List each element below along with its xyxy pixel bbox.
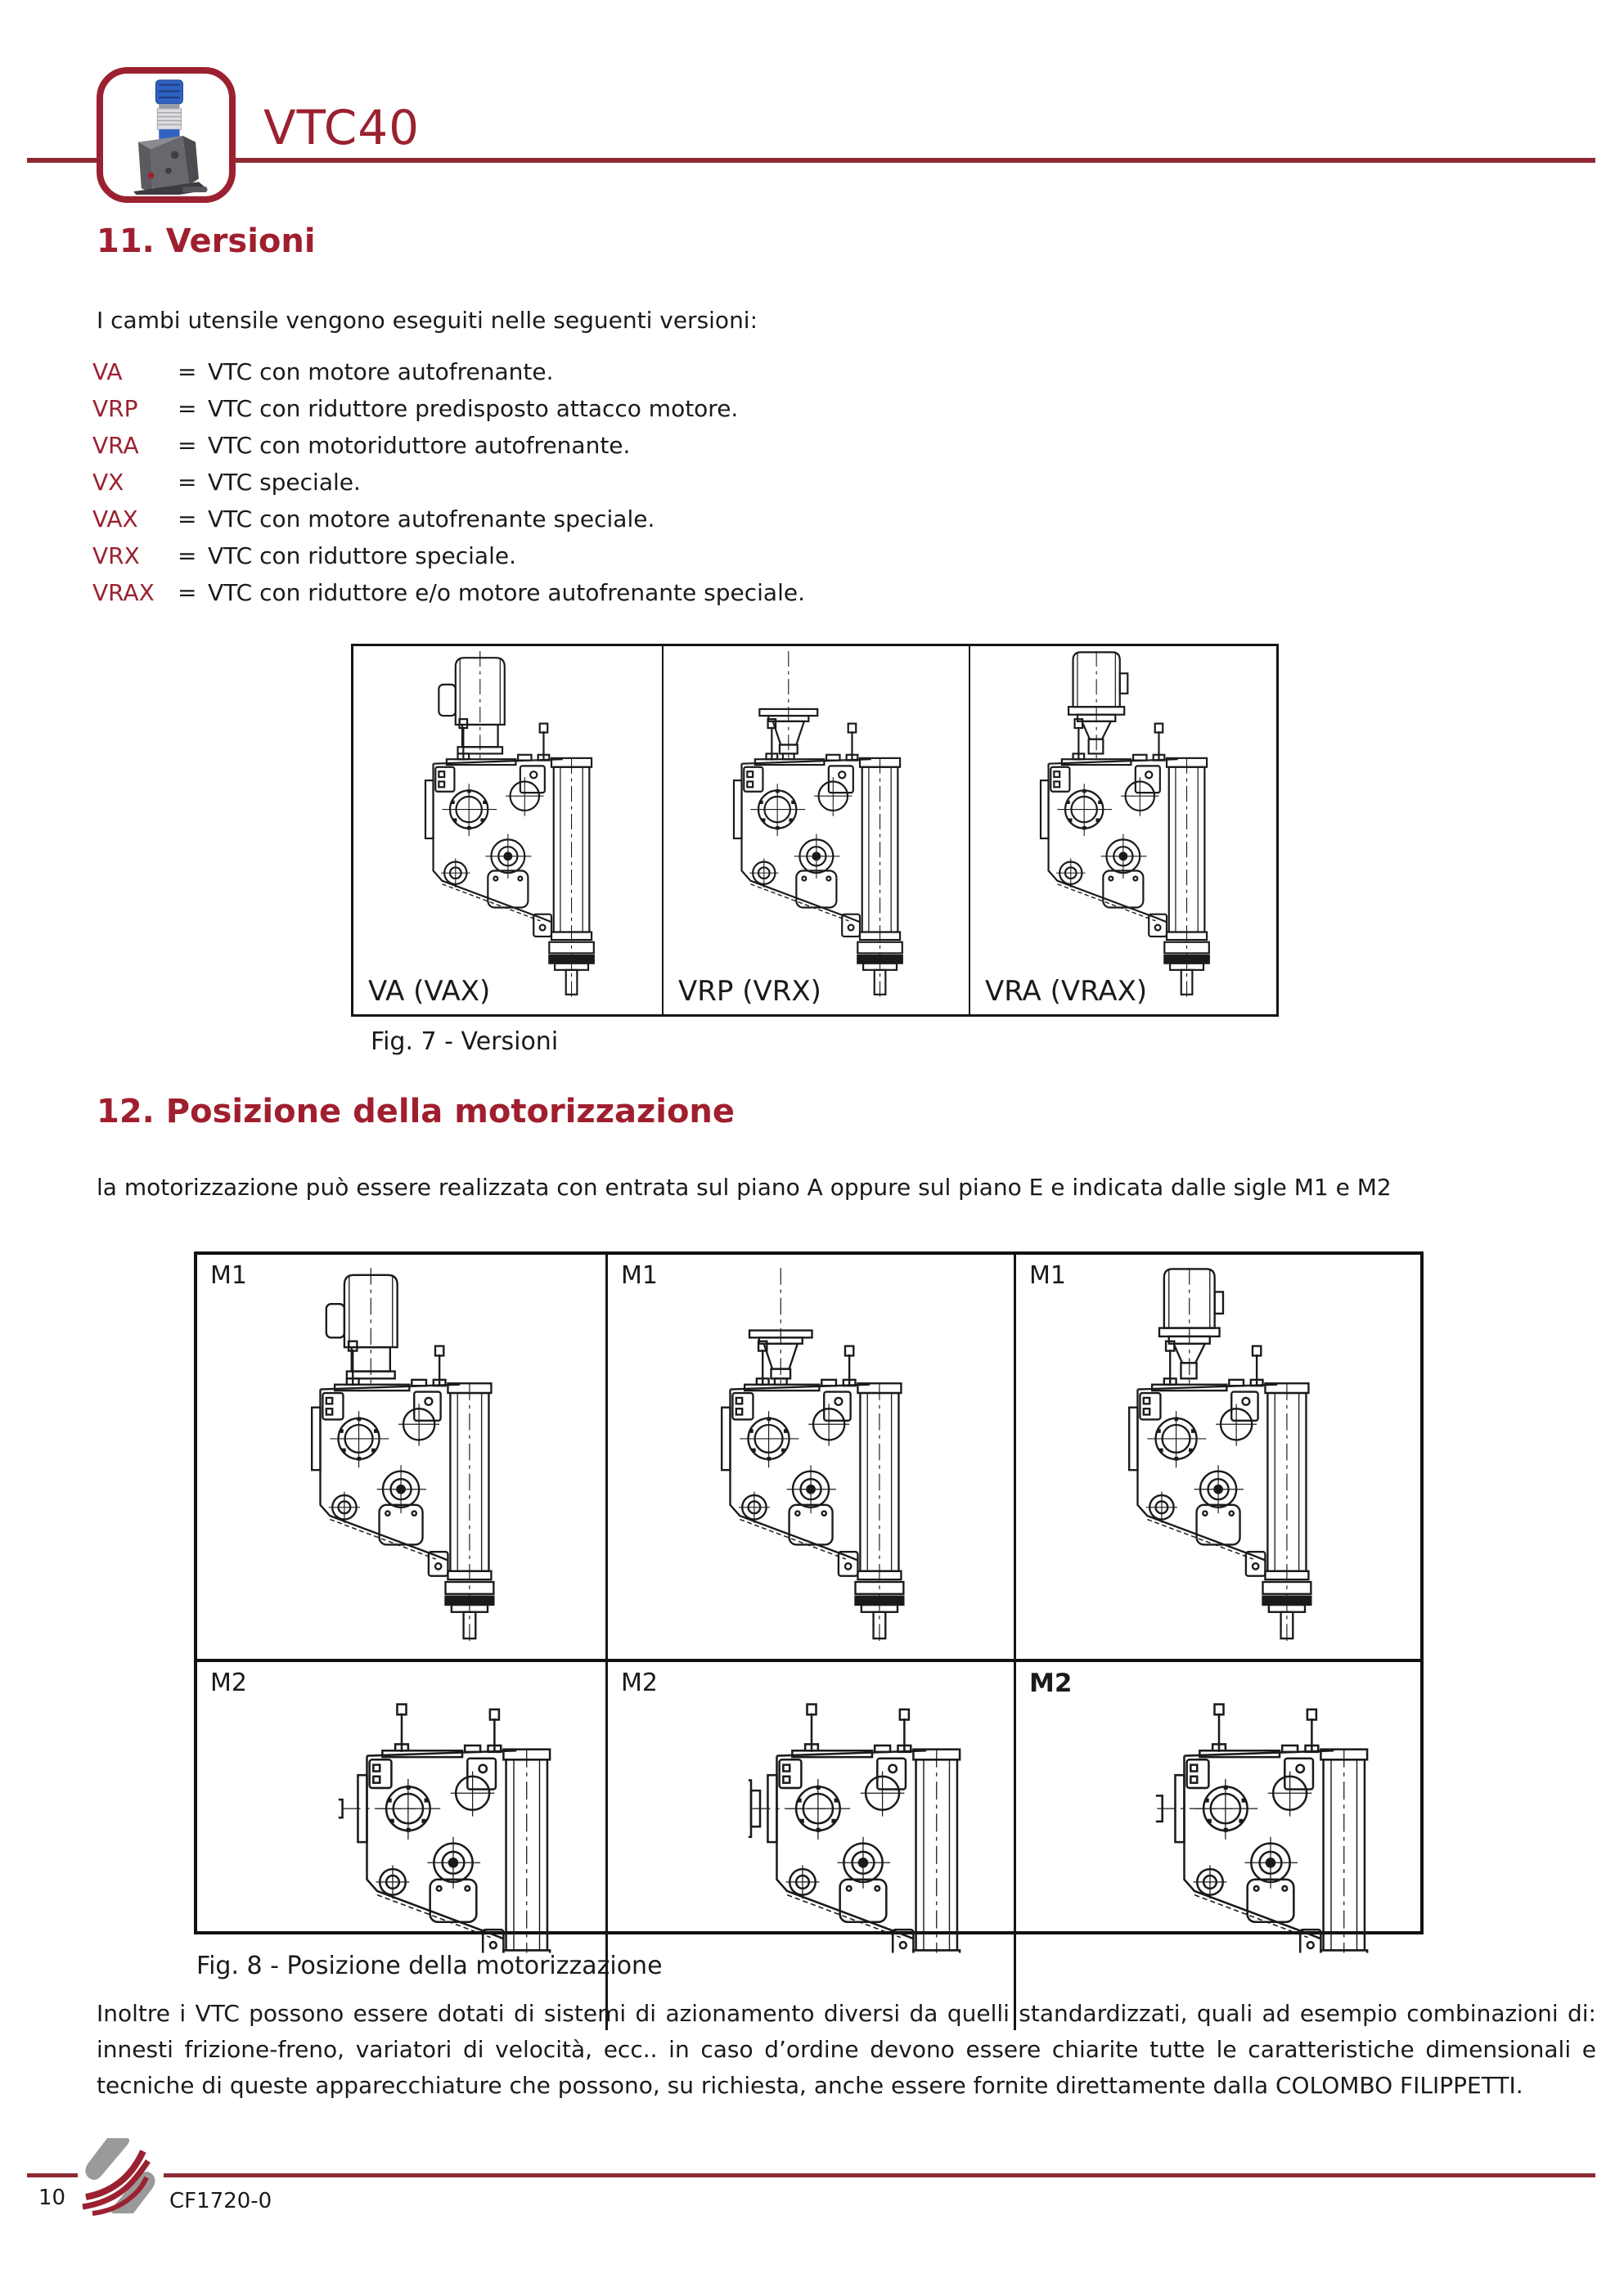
footer-rule [27,2173,78,2177]
version-row [92,358,805,395]
version-code: VRP [92,395,138,422]
version-list [92,358,805,616]
version-code: VX [92,469,124,496]
figure-7-label-vra: VRA (VRAX) [985,975,1148,1008]
header-rule [27,158,1595,163]
version-row [92,579,805,616]
figure-8-cell-m2-b [608,1662,1016,2030]
version-row [92,505,805,542]
figure-8-cell-m1-c [1016,1255,1420,1662]
version-code: VRA [92,432,139,459]
figure-7-label-vrp: VRP (VRX) [678,975,821,1008]
gearbox-drawing-m2-gearmotor [1055,1703,1381,2030]
brand-logo-box [97,67,236,203]
company-logo-icon [79,2135,162,2220]
figure-8-cell-m1-b [608,1255,1016,1662]
gearbox-drawing-m2-flange [648,1703,974,2030]
figure-7-cell-va [353,646,662,1014]
figure-8-label-m2-a: M2 [210,1669,247,1697]
section-11-title: 11. Versioni [97,222,316,260]
figure-7 [351,644,1279,1017]
footer-rule [164,2173,1595,2177]
version-code: VRX [92,542,140,569]
gearbox-drawing-va [413,651,603,1001]
gearbox-drawing-m1-gearmotor [1116,1268,1320,1646]
figure-7-caption: Fig. 7 - Versioni [371,1027,559,1056]
version-desc: VTC con riduttore speciale. [208,542,516,569]
figure-8-label-m2-b: M2 [621,1669,658,1697]
figure-8-label-m1-a: M1 [210,1261,247,1290]
version-desc: VTC con riduttore predisposto attacco motore. [208,395,739,422]
section-12-title: 12. Posizione della motorizzazione [97,1093,736,1130]
gearbox-drawing-vrp [722,651,911,1001]
version-code: VRAX [92,579,155,606]
figure-8-label-m1-b: M1 [621,1261,658,1290]
version-desc: VTC con riduttore e/o motore autofrenante speciale. [208,579,805,606]
version-code: VA [92,358,123,385]
equals-sign: = [178,469,197,496]
figure-8-cell-m1-a [197,1255,608,1662]
equals-sign: = [178,579,197,606]
figure-7-label-va: VA (VAX) [368,975,491,1008]
closing-paragraph: Inoltre i VTC possono essere dotati di sistemi di azionamento diversi da quelli standardizzati, quali ad esempio combinazioni di: innesti frizione-freno, variatori di velocità, ecc.. in caso d’ordine devono essere chiarite tutte le caratteristiche dimensionali e tecniche di queste apparecchiature che possono, su richiesta, anche essere fornite direttamente dalla COLOMBO FILIPPETTI. [97,2000,1596,2099]
gearbox-drawing-vra [1028,651,1218,1001]
figure-8-label-m1-c: M1 [1029,1261,1066,1290]
version-desc: VTC speciale. [208,469,361,496]
gearbox-drawing-m1-flange [709,1268,913,1646]
section-11-intro: I cambi utensile vengono eseguiti nelle seguenti versioni: [97,307,758,334]
version-row [92,469,805,505]
section-12-intro: la motorizzazione può essere realizzata con entrata sul piano A oppure sul piano E e indicata dalle sigle M1 e M2 [97,1174,1392,1201]
page-title: VTC40 [263,100,421,155]
gearbox-drawing-m2-motor [238,1703,564,2030]
figure-7-cell-vra [969,646,1276,1014]
figure-8 [194,1251,1424,1934]
version-desc: VTC con motore autofrenante. [208,358,554,385]
figure-8-cell-m2-c [1016,1662,1420,2030]
product-photo-icon [105,75,227,195]
figure-8-caption: Fig. 8 - Posizione della motorizzazione [196,1952,663,1980]
gearbox-drawing-m1-motor [299,1268,503,1646]
equals-sign: = [178,358,197,385]
version-desc: VTC con motoriduttore autofrenante. [208,432,631,459]
equals-sign: = [178,542,197,569]
equals-sign: = [178,395,197,422]
version-code: VAX [92,505,138,532]
version-row [92,542,805,579]
version-desc: VTC con motore autofrenante speciale. [208,505,655,532]
figure-7-cell-vrp [662,646,969,1014]
figure-8-label-m2-c: M2 [1029,1669,1073,1698]
equals-sign: = [178,505,197,532]
page-number: 10 [38,2186,66,2210]
version-row [92,395,805,432]
version-row [92,432,805,469]
equals-sign: = [178,432,197,459]
document-code: CF1720-0 [169,2189,272,2213]
